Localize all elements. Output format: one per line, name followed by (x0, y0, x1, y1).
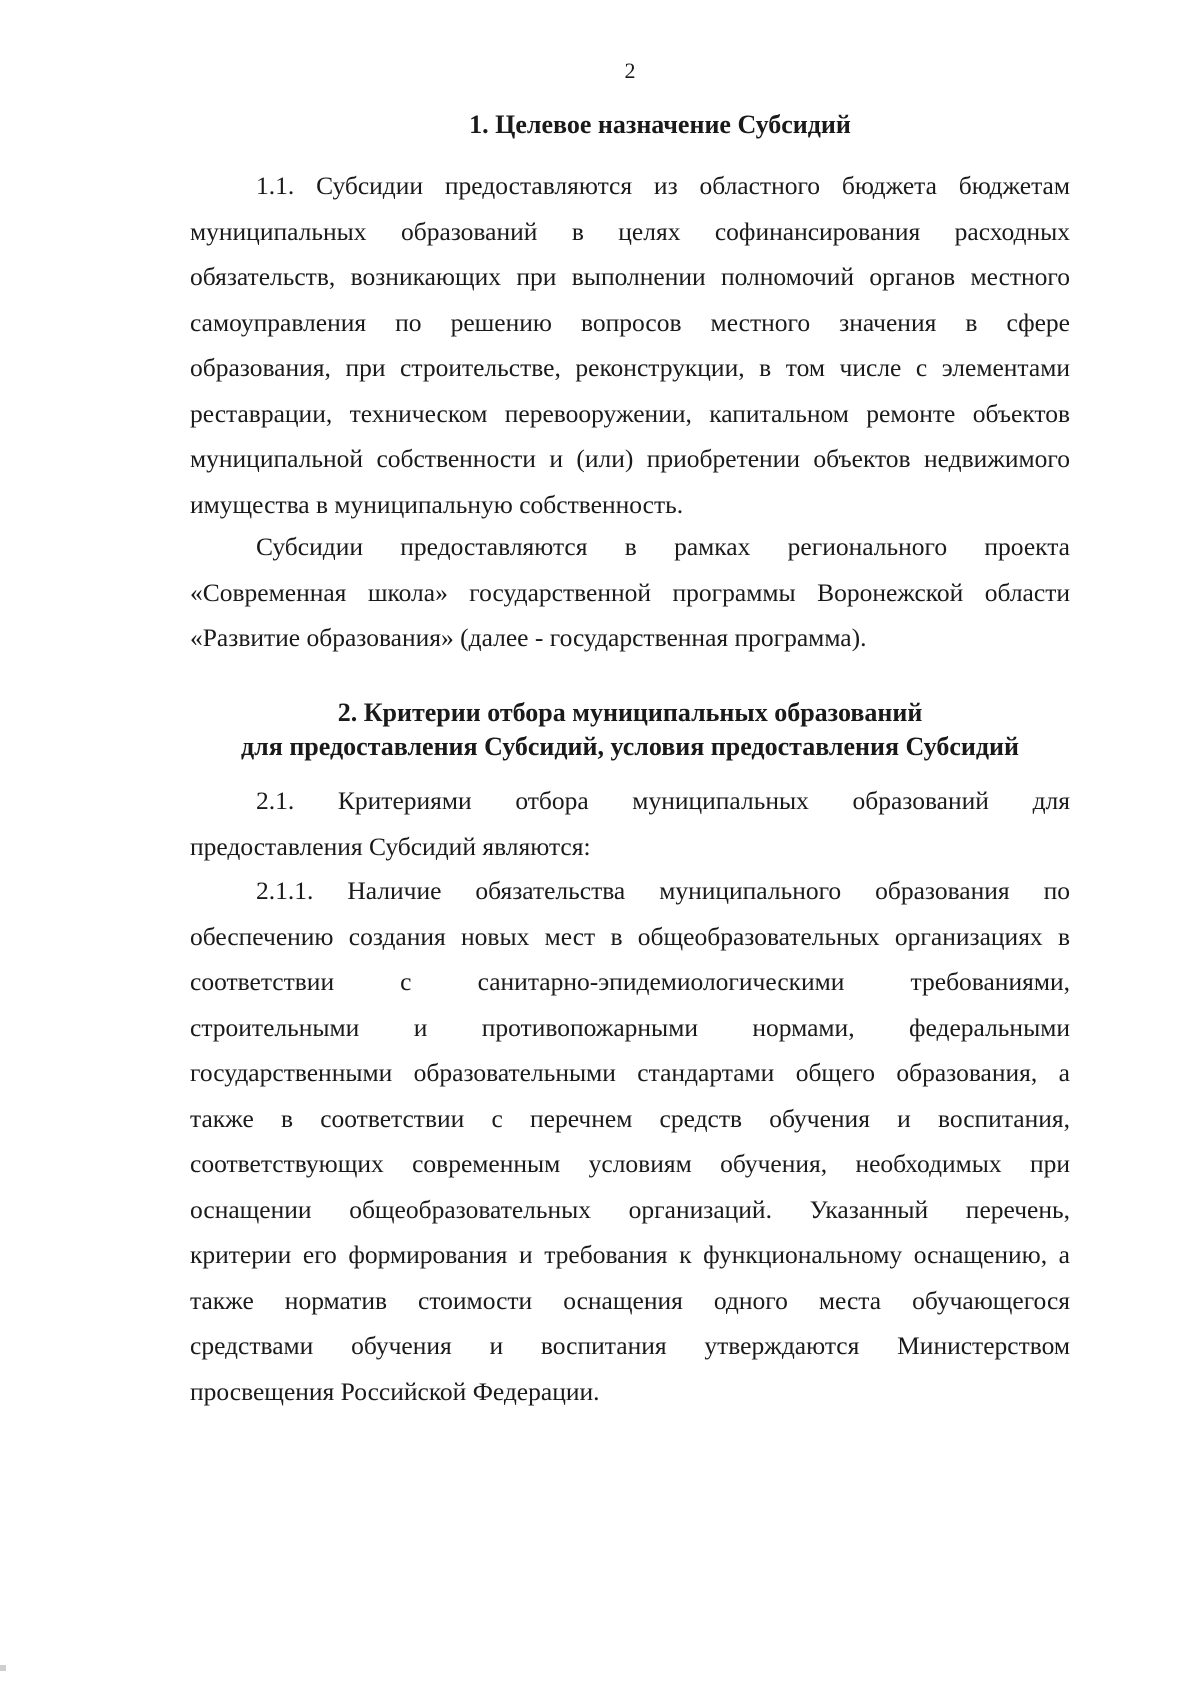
text-line: муниципальных образований в целях софинансирования расходных (190, 216, 1070, 246)
text-line: 2.1.1. Наличие обязательства муниципального образования по (256, 876, 1070, 905)
text-line: реставрации, техническом перевооружении, капитальном ремонте объектов (190, 398, 1070, 428)
text-line: оснащении общеобразовательных организаций. Указанный перечень, (190, 1194, 1070, 1224)
text-line: обеспечению создания новых мест в общеобразовательных организациях в (190, 921, 1070, 951)
text-line: обязательств, возникающих при выполнении полномочий органов местного (190, 262, 1070, 291)
text-line: также норматив стоимости оснащения одного места обучающегося (190, 1285, 1070, 1315)
text-line: имущества в муниципальную собственность. (190, 489, 684, 519)
text-line: 1.1. Субсидии предоставляются из областного бюджета бюджетам (256, 171, 1070, 200)
text-line: «Современная школа» государственной программы Воронежской области (190, 577, 1070, 607)
scan-speck (0, 1665, 6, 1671)
paragraph-2-1-1 (190, 868, 1070, 1414)
text-line: Субсидии предоставляются в рамках регионального проекта (256, 532, 1070, 561)
page-number: 2 (624, 58, 636, 83)
section-2-title-line-1: 2. Критерии отбора муниципальных образований (337, 698, 923, 727)
text-line: просвещения Российской Федерации. (190, 1376, 600, 1406)
text-line: строительными и противопожарными нормами, федеральными (190, 1012, 1070, 1042)
text-line: самоуправления по решению вопросов местного значения в сфере (190, 307, 1070, 337)
text-line: предоставления Субсидий являются: (190, 831, 591, 861)
text-line: средствами обучения и воспитания утверждаются Министерством (190, 1331, 1070, 1360)
section-1-title: 1. Целевое назначение Субсидий (469, 110, 851, 139)
text-line: муниципальной собственности и (или) приобретении объектов недвижимого (190, 444, 1070, 473)
text-line: соответствии с санитарно-эпидемиологическими требованиями, (190, 967, 1070, 996)
section-2-heading (190, 696, 1070, 764)
text-line: также в соответствии с перечнем средств обучения и воспитания, (190, 1103, 1070, 1133)
text-line: соответствующих современным условиям обучения, необходимых при (190, 1149, 1070, 1178)
section-1-heading (220, 108, 1100, 142)
text-line: «Развитие образования» (далее - государственная программа). (190, 623, 867, 652)
paragraph-2-1 (190, 778, 1070, 869)
text-line: государственными образовательными стандартами общего образования, а (190, 1058, 1070, 1087)
paragraph-1-1 (190, 163, 1070, 527)
text-line: критерии его формирования и требования к функциональному оснащению, а (190, 1240, 1070, 1269)
paragraph-subsidies-project (190, 524, 1070, 661)
text-line: образования, при строительстве, реконструкции, в том числе с элементами (190, 353, 1070, 382)
section-2-title-line-2: для предоставления Субсидий, условия предоставления Субсидий (241, 732, 1019, 761)
text-line: 2.1. Критериями отбора муниципальных образований для (256, 786, 1070, 815)
